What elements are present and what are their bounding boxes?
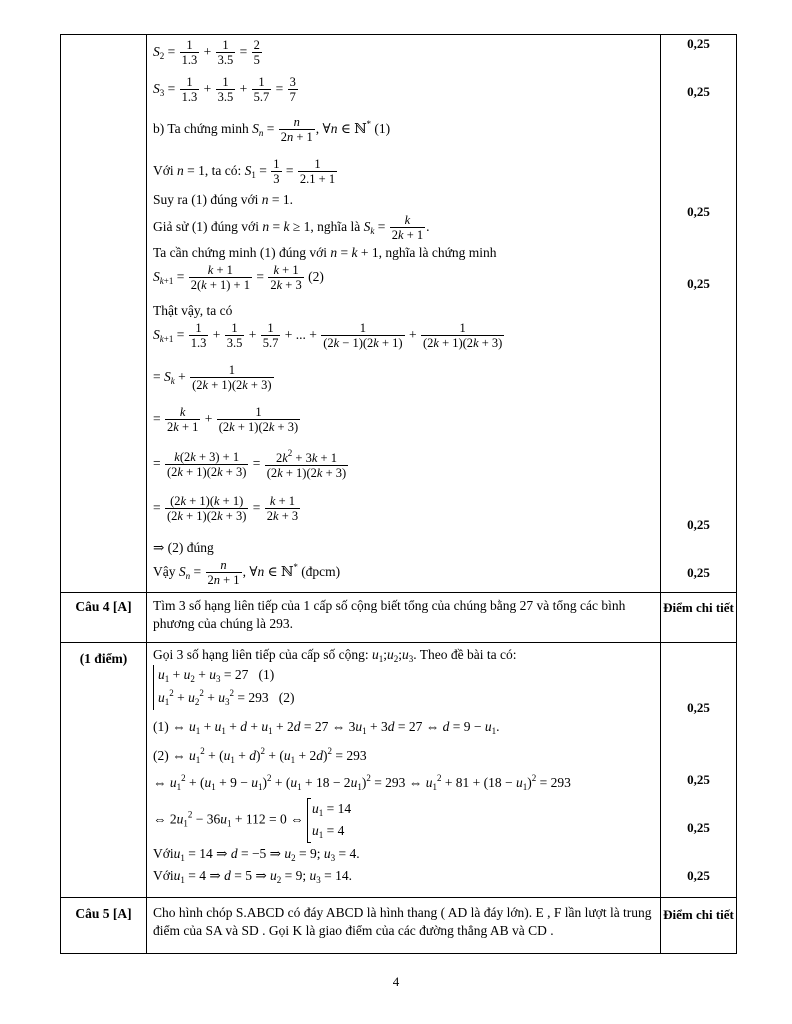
score: 0,25 <box>687 772 710 787</box>
grading-table <box>60 34 737 954</box>
cau3-score-cell <box>661 35 737 593</box>
line-part-b: b) Ta chứng minh $S_n$ = $\frac{n}{2n + 1}$ , ∀n ∈ ℕ* (1) <box>153 115 391 145</box>
line-eq2: (2) ⇔ $u_1^2 + (u_1 + d)^2 + (u_1 + 2d)^2 = 293$ <box>153 746 367 765</box>
cau3-solution-row <box>61 35 737 593</box>
text-can-cm: Ta cần chứng minh (1) đúng với <box>153 245 327 260</box>
cau4-solution-cell <box>147 643 661 898</box>
score: 0,25 <box>687 700 710 715</box>
cau4-points: (1 điểm) <box>61 643 147 898</box>
cau5-diem-header: Điểm chi tiết <box>661 898 737 954</box>
line-step-2: = $\frac{k}{2k + 1}$ + $\frac{1}{(2k + 1)(2k + 3)}$ <box>153 405 299 435</box>
score: 0,25 <box>687 868 710 883</box>
text-theo-de: Theo đề bài ta có: <box>419 647 517 662</box>
cau4-question-row <box>61 593 737 643</box>
score: 0,25 <box>687 36 710 51</box>
line-vay: Vậy $S_n$ = $\frac{n}{2n + 1}$ , ∀n ∈ ℕ* (đpcm) <box>153 558 341 588</box>
line-eq3: ⇔ $u_1^2 + (u_1 + 9 - u_1)^2 + (u_1 + 18 - 2u_1)^2 = 293$ ⇔ $u_1^2 + 81 + (18 - u_1)^2 = 293$ <box>153 773 571 792</box>
text-voi: Với <box>153 162 174 178</box>
text-that-vay: Thật vậy, ta có <box>153 303 233 318</box>
part-b-text: b) Ta chứng minh <box>153 120 249 136</box>
line-s2: $S_2$ = $\frac{1}{1.3}$ + $\frac{1}{3.5}$ = $\frac{2}{5}$ <box>153 38 260 68</box>
text-nghia-la: , nghĩa là <box>310 218 361 234</box>
cau4-label: Câu 4 [A] <box>61 593 147 643</box>
line-case-2: Vớiu$_1$ = 4 ⇒ d = 5 ⇒ $u_2 = 9$; $u_3 = 14$. <box>153 868 353 885</box>
line-that-vay <box>153 303 232 319</box>
line-suy-ra: Suy ra (1) đúng với n = 1. <box>153 192 294 207</box>
text-implies: ⇒ (2) đúng <box>153 540 214 555</box>
line-quadratic: ⇔ $2u_1^2 - 36u_1 + 112 = 0$ ⇔ $u_1 = 14$ $u_1 = 4$ <box>153 798 351 843</box>
text-gia-su: Giả sử (1) đúng với <box>153 218 259 234</box>
line-sum-expansion: $S_{k+1}$ = $\frac{1}{1.3}$ + $\frac{1}{3.5}$ + $\frac{1}{5.7}$ + ... + $\frac{1}{(2k - 1)(2k + 1)}$ + $\frac{1}{(2k + 1)(2k + 3)}$ <box>153 321 503 351</box>
text-suy-ra: Suy ra (1) đúng với <box>153 192 259 207</box>
score: 0,25 <box>687 204 710 219</box>
cau4-solution-row <box>61 643 737 898</box>
text-vay: Vậy <box>153 563 176 579</box>
cau5-label: Câu 5 [A] <box>61 898 147 954</box>
cau3-solution-cell <box>147 35 661 593</box>
score: 0,25 <box>687 820 710 835</box>
line-s3: $S_3$ = $\frac{1}{1.3}$ + $\frac{1}{3.5}$ + $\frac{1}{5.7}$ = $\frac{3}{7}$ <box>153 75 296 105</box>
score: 0,25 <box>687 565 710 580</box>
line-can-cm: Ta cần chứng minh (1) đúng với n = k + 1, nghĩa là chứng minh <box>153 245 497 260</box>
score: 0,25 <box>687 84 710 99</box>
cau5-question: Cho hình chóp S.ABCD có đáy ABCD là hình thang ( AD là đáy lớn). E , F lần lượt là trung điểm của SA và SD . Gọi K là giao điểm của các đường thẳng AB và CD . <box>147 898 661 954</box>
cau4-diem-header: Điểm chi tiết <box>661 593 737 643</box>
line-n-equals-1: Với n = 1, ta có: $S_1$ = $\frac{1}{3}$ = $\frac{1}{2.1 + 1}$ <box>153 157 336 187</box>
cau4-score-cell <box>661 643 737 898</box>
text-voi-1: Với <box>153 846 174 861</box>
line-case-1: Vớiu$_1$ = 14 ⇒ d = −5 ⇒ $u_2 = 9$; $u_3 = 4$. <box>153 846 360 863</box>
line-gia-su: Giả sử (1) đúng với n = k ≥ 1, nghĩa là $S_k$ = $\frac{k}{2k + 1}$ . <box>153 213 430 243</box>
page-number: 4 <box>392 974 400 989</box>
score: 0,25 <box>687 517 710 532</box>
text-ta-co: , ta có: <box>204 162 242 178</box>
cau3-label-cell <box>61 35 147 593</box>
text-nghia-la-cm: , nghĩa là chứng minh <box>378 245 497 260</box>
line-step-1: = $S_k$ + $\frac{1}{(2k + 1)(2k + 3)}$ <box>153 363 272 393</box>
line-system: $u_1 + u_2 + u_3 = 27$ (1) $u_1^2 + u_2^2 + u_3^2 = 293$ (2) <box>153 665 294 710</box>
line-s-k-plus-1: $S_{k+1}$ = $\frac{k + 1}{2(k + 1) + 1}$ = $\frac{k + 1}{2k + 3}$ (2) <box>153 263 324 293</box>
cau5-question-row <box>61 898 737 954</box>
line-step-3: = $\frac{k(2k + 3) + 1}{(2k + 1)(2k + 3)}$ = $\frac{2k^2 + 3k + 1}{(2k + 1)(2k + 3)}$ <box>153 448 347 481</box>
text-goi: Gọi 3 số hạng liên tiếp của cấp số cộng: <box>153 647 369 662</box>
cau4-question: Tìm 3 số hạng liên tiếp của 1 cấp số cộng biết tổng của chúng bằng 27 và tổng các bình phương của chúng là 293. <box>147 593 661 643</box>
text-dpcm: (đpcm) <box>301 563 341 579</box>
line-implies <box>153 540 214 556</box>
line-step-4: = $\frac{(2k + 1)(k + 1)}{(2k + 1)(2k + 3)}$ = $\frac{k + 1}{2k + 3}$ <box>153 494 299 524</box>
line-intro: Gọi 3 số hạng liên tiếp của cấp số cộng: $u_1;u_2;u_3$. Theo đề bài ta có: <box>153 647 517 664</box>
text-voi-2: Với <box>153 868 174 883</box>
score: 0,25 <box>687 276 710 291</box>
line-eq1: (1) ⇔ $u_1 + u_1 + d + u_1 + 2d = 27$ ⇔ $3u_1 + 3d = 27$ ⇔ $d = 9 - u_1$. <box>153 719 500 736</box>
